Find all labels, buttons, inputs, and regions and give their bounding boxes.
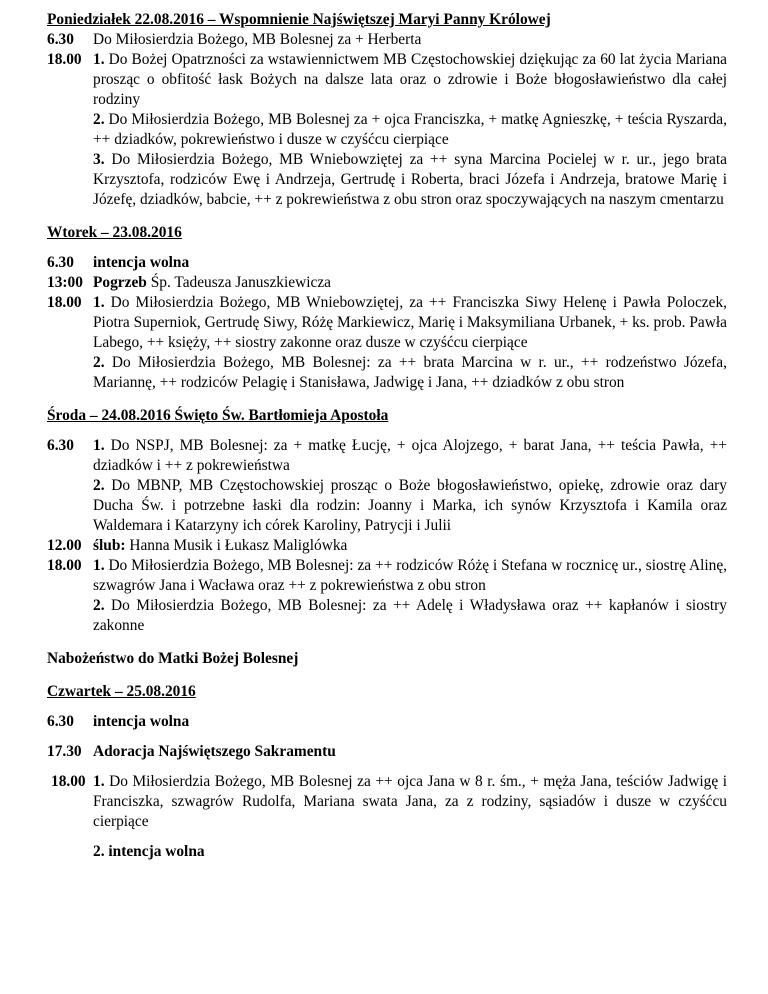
mass-time: 6.30 bbox=[47, 31, 74, 48]
intention-text: Do Miłosierdzia Bożego, MB Wniebowziętej, za ++ Franciszka Siwy Helenę i Pawła Poloczek, Piotra Superniok, Gertrudę Siwy, Różę Markiewicz, Marię i Maksymiliana Urbanek, + ks. prob. Pawła Labego, ++ księży, ++ siostry zakonne oraz dusze w czyśćcu cierpiące bbox=[93, 294, 727, 351]
event-label: ślub: bbox=[93, 537, 126, 554]
intention-number: 1. bbox=[93, 51, 105, 68]
intention-item bbox=[93, 293, 727, 353]
mass-time: 18.00 bbox=[51, 773, 86, 790]
intention-item bbox=[93, 110, 727, 150]
intention-number: 2. bbox=[93, 354, 105, 371]
intention-number: 1. bbox=[93, 557, 105, 574]
day-heading-monday: Poniedziałek 22.08.2016 – Wspomnienie Najświętszej Maryi Panny Królowej bbox=[47, 11, 551, 28]
mass-entry bbox=[47, 30, 727, 50]
intention-text: Śp. Tadeusza Januszkiewicza bbox=[146, 274, 331, 291]
intention-text: Do Miłosierdzia Bożego, MB Bolesnej: za ++ brata Marcina w r. ur., ++ rodzeństwo Józefa, Mariannę, ++ rodziców Pelagię i Stanisława, Jadwigę i Jana, ++ dziadków z obu stron bbox=[93, 354, 727, 391]
intention-item bbox=[93, 436, 727, 476]
mass-entry bbox=[47, 253, 727, 273]
intention-number: 2. bbox=[93, 597, 105, 614]
intention-text: Do Miłosierdzia Bożego, MB Bolesnej: za ++ Adelę i Władysława oraz ++ kapłanów i siostry zakonne bbox=[93, 597, 727, 634]
intention-text: intencja wolna bbox=[93, 713, 190, 730]
intention-item bbox=[93, 150, 727, 210]
intention-text: Do Miłosierdzia Bożego, MB Bolesnej: za ++ rodziców Różę i Stefana w rocznicę ur., siostrę Alinę, szwagrów Jana i Wacława oraz ++ z pokrewieństwa z obu stron bbox=[93, 557, 727, 594]
intention-number: 2. bbox=[93, 477, 105, 494]
day-heading-thursday: Czwartek – 25.08.2016 bbox=[47, 683, 196, 700]
mass-entry bbox=[47, 712, 727, 732]
mass-entry bbox=[47, 293, 727, 393]
event-label: Pogrzeb bbox=[93, 274, 147, 291]
intention-text: Do Miłosierdzia Bożego, MB Bolesnej za ++ ojca Jana w 8 r. śm., + męża Jana, teściów Jadwigę i Franciszka, szwagrów Rudolfa, Mariana swata Jana, za z rodziny, sąsiadów i dusze w czyśćcu cierpiące bbox=[93, 773, 727, 830]
intention-text: Do MBNP, MB Częstochowskiej prosząc o Boże błogosławieństwo, opiekę, zdrowie oraz dary Ducha Św. i potrzebne łaski dla rodzin: Joanny i Marka, ich synów Krzysztofa i Kamila oraz Waldemara i Katarzyny ich córek Karoliny, Patrycji i Julii bbox=[93, 477, 727, 534]
mass-entry bbox=[47, 50, 727, 210]
intention-item bbox=[93, 772, 727, 832]
day-wednesday bbox=[47, 406, 727, 669]
intention-number: 1. bbox=[93, 294, 105, 311]
intention-item bbox=[93, 536, 727, 556]
intention-item bbox=[93, 476, 727, 536]
intention-text: Do NSPJ, MB Bolesnej: za + matkę Łucję, + ojca Alojzego, + barat Jana, ++ teścia Pawła, ++ dziadków i ++ z pokrewieństwa bbox=[93, 437, 727, 474]
intention-item: 2. intencja wolna bbox=[93, 843, 205, 860]
mass-entry bbox=[47, 436, 727, 536]
mass-time: 6.30 bbox=[47, 713, 74, 730]
mass-entry bbox=[47, 273, 727, 293]
intention-number: 1. bbox=[93, 773, 105, 790]
intention-item bbox=[93, 273, 727, 293]
intention-text: Do Bożej Opatrzności za wstawiennictwem MB Częstochowskiej dziękując za 60 lat życia Mariana prosząc o obfitość łask Bożych na dalsze lata oraz o zdrowie i Boże błogosławieństwo dla całej rodziny bbox=[93, 51, 727, 108]
intention-text: Do Miłosierdzia Bożego, MB Bolesnej za + Herberta bbox=[93, 31, 422, 48]
intention-item bbox=[93, 353, 727, 393]
intention-text: Adoracja Najświętszego Sakramentu bbox=[93, 743, 336, 760]
mass-time: 6.30 bbox=[47, 254, 74, 271]
day-monday bbox=[47, 10, 727, 210]
intention-number: 2. bbox=[93, 111, 105, 128]
devotion-note: Nabożeństwo do Matki Bożej Bolesnej bbox=[47, 650, 299, 667]
day-heading-tuesday: Wtorek – 23.08.2016 bbox=[47, 224, 182, 241]
mass-entry bbox=[47, 556, 727, 636]
mass-entry bbox=[47, 536, 727, 556]
day-thursday bbox=[47, 682, 727, 862]
mass-intentions-document bbox=[47, 10, 727, 862]
mass-time: 18.00 bbox=[47, 294, 82, 311]
mass-time: 12.00 bbox=[47, 537, 82, 554]
intention-text: intencja wolna bbox=[93, 254, 190, 271]
mass-time: 13:00 bbox=[47, 274, 83, 291]
intention-number: 1. bbox=[93, 437, 105, 454]
intention-text: Do Miłosierdzia Bożego, MB Wniebowziętej za ++ syna Marcina Pocielej w r. ur., jego brata Krzysztofa, rodziców Ewę i Andrzeja, Gertrudę i Roberta, braci Józefa i Andrzeja, bratowe Marię i Józefę, dziadków, babcie, ++ z pokrewieństwa z obu stron oraz spoczywających na naszym cmentarzu bbox=[93, 151, 727, 208]
mass-time: 18.00 bbox=[47, 557, 82, 574]
mass-time: 6.30 bbox=[47, 437, 74, 454]
mass-time: 18.00 bbox=[47, 51, 82, 68]
mass-entry bbox=[47, 742, 727, 762]
intention-item bbox=[93, 556, 727, 596]
intention-number: 3. bbox=[93, 151, 105, 168]
day-tuesday bbox=[47, 223, 727, 393]
intention-item bbox=[93, 596, 727, 636]
mass-time: 17.30 bbox=[47, 743, 82, 760]
mass-entry bbox=[47, 772, 727, 862]
intention-text: Do Miłosierdzia Bożego, MB Bolesnej za + ojca Franciszka, + matkę Agnieszkę, + teścia Ryszarda, ++ dziadków, pokrewieństwo i dusze w czyśćcu cierpiące bbox=[93, 111, 727, 148]
intention-item bbox=[93, 50, 727, 110]
day-heading-wednesday: Środa – 24.08.2016 Święto Św. Bartłomieja Apostoła bbox=[47, 407, 389, 424]
intention-text: Hanna Musik i Łukasz Maliglówka bbox=[125, 537, 348, 554]
